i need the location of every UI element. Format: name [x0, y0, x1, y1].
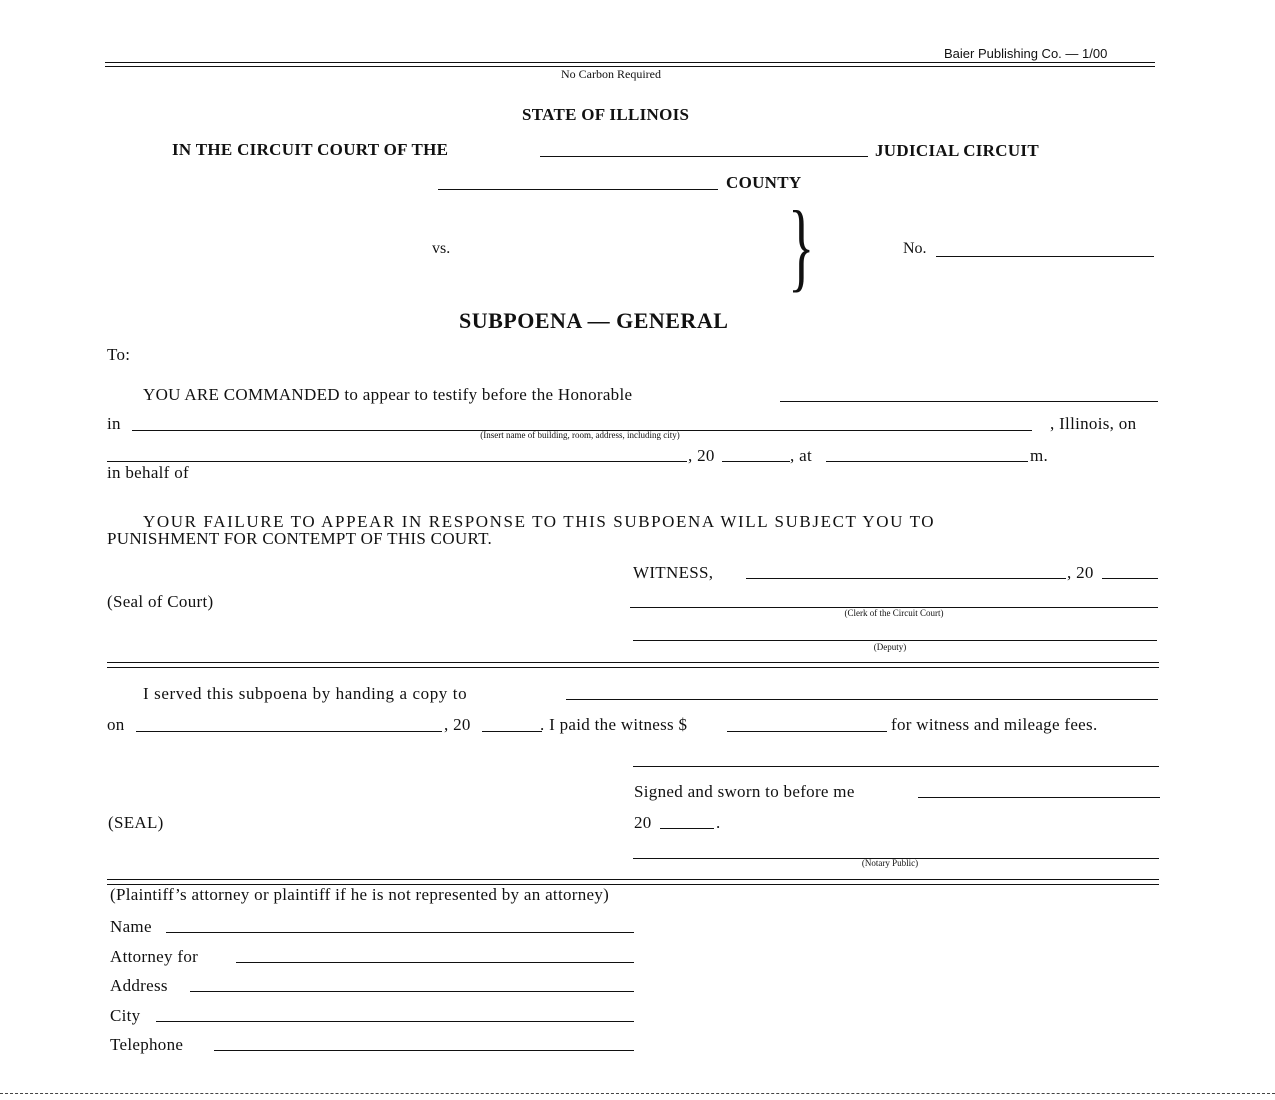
date-field[interactable] — [107, 461, 687, 462]
footer-rule — [0, 1093, 1275, 1094]
section-rule-2 — [107, 667, 1159, 668]
sworn-before-field[interactable] — [918, 797, 1160, 798]
warning-line-1: YOUR FAILURE TO APPEAR IN RESPONSE TO THIS SUBPOENA WILL SUBJECT YOU TO — [143, 512, 936, 531]
seal-of-court: (Seal of Court) — [107, 592, 214, 611]
illinois-on-label: , Illinois, on — [1050, 414, 1137, 433]
publisher-label: Baier Publishing Co. — 1/00 — [944, 46, 1108, 61]
year-prefix: , 20 — [688, 446, 715, 465]
served-text: I served this subpoena by handing a copy to — [143, 684, 468, 703]
attorney-name-field[interactable] — [166, 932, 634, 933]
witness-year-field[interactable] — [1102, 578, 1158, 579]
attorney-name-label: Name — [110, 917, 152, 936]
served-date-field[interactable] — [136, 731, 442, 732]
sworn-year-prefix: 20 — [634, 813, 652, 832]
deputy-signature-field[interactable] — [633, 640, 1157, 641]
m-label: m. — [1030, 446, 1049, 465]
circuit-field[interactable] — [540, 156, 868, 157]
attorney-address-field[interactable] — [190, 991, 634, 992]
attorney-for-field[interactable] — [236, 962, 634, 963]
carbon-note: No Carbon Required — [561, 67, 661, 81]
attorney-telephone-label: Telephone — [110, 1035, 184, 1054]
served-to-field[interactable] — [566, 699, 1158, 700]
paid-text: . I paid the witness $ — [540, 715, 688, 734]
attorney-city-field[interactable] — [156, 1021, 634, 1022]
header-rule — [105, 62, 1155, 63]
case-no-label: No. — [903, 240, 927, 257]
served-year-field[interactable] — [482, 731, 542, 732]
county-label: COUNTY — [726, 173, 802, 192]
time-field[interactable] — [826, 461, 1028, 462]
witness-date-field[interactable] — [746, 578, 1066, 579]
case-no-field[interactable] — [936, 256, 1154, 257]
circuit-suffix: JUDICIAL CIRCUIT — [875, 141, 1039, 160]
circuit-prefix: IN THE CIRCUIT COURT OF THE — [172, 140, 449, 159]
attorney-address-label: Address — [110, 976, 168, 995]
at-label: , at — [790, 446, 812, 465]
attorney-heading: (Plaintiff’s attorney or plaintiff if he is not represented by an attorney) — [110, 885, 610, 904]
state-heading: STATE OF ILLINOIS — [522, 105, 690, 124]
signed-text: Signed and sworn to before me — [634, 782, 855, 801]
section-rule — [107, 662, 1159, 663]
document-title: SUBPOENA — GENERAL — [459, 308, 729, 333]
attorney-for-label: Attorney for — [110, 947, 199, 966]
served-year-prefix: , 20 — [444, 715, 471, 734]
warning-line-2: PUNISHMENT FOR CONTEMPT OF THIS COURT. — [107, 529, 493, 548]
clerk-caption: (Clerk of the Circuit Court) — [844, 608, 944, 618]
party-brace: } — [788, 190, 815, 301]
on-label: on — [107, 715, 125, 734]
sworn-year-field[interactable] — [660, 828, 714, 829]
server-signature-field[interactable] — [633, 766, 1159, 767]
seal-label: (SEAL) — [108, 813, 164, 832]
attorney-city-label: City — [110, 1006, 141, 1025]
deputy-caption: (Deputy) — [873, 642, 907, 652]
witness-label: WITNESS, — [633, 563, 714, 582]
fee-amount-field[interactable] — [727, 731, 887, 732]
attorney-telephone-field[interactable] — [214, 1050, 634, 1051]
fees-text: for witness and mileage fees. — [891, 715, 1098, 734]
county-field[interactable] — [438, 189, 718, 190]
command-text: YOU ARE COMMANDED to appear to testify before the Honorable — [143, 385, 633, 404]
attorney-rule — [107, 879, 1159, 880]
year-field[interactable] — [722, 461, 790, 462]
sworn-year-period: . — [716, 813, 721, 832]
witness-year-prefix: , 20 — [1067, 563, 1094, 582]
behalf-label: in behalf of — [107, 463, 189, 482]
to-label: To: — [107, 345, 131, 364]
notary-caption: (Notary Public) — [861, 858, 919, 868]
building-caption: (Insert name of building, room, address, including city) — [480, 430, 680, 440]
in-label: in — [107, 414, 121, 433]
vs-label: vs. — [432, 240, 451, 257]
honorable-field[interactable] — [780, 401, 1158, 402]
